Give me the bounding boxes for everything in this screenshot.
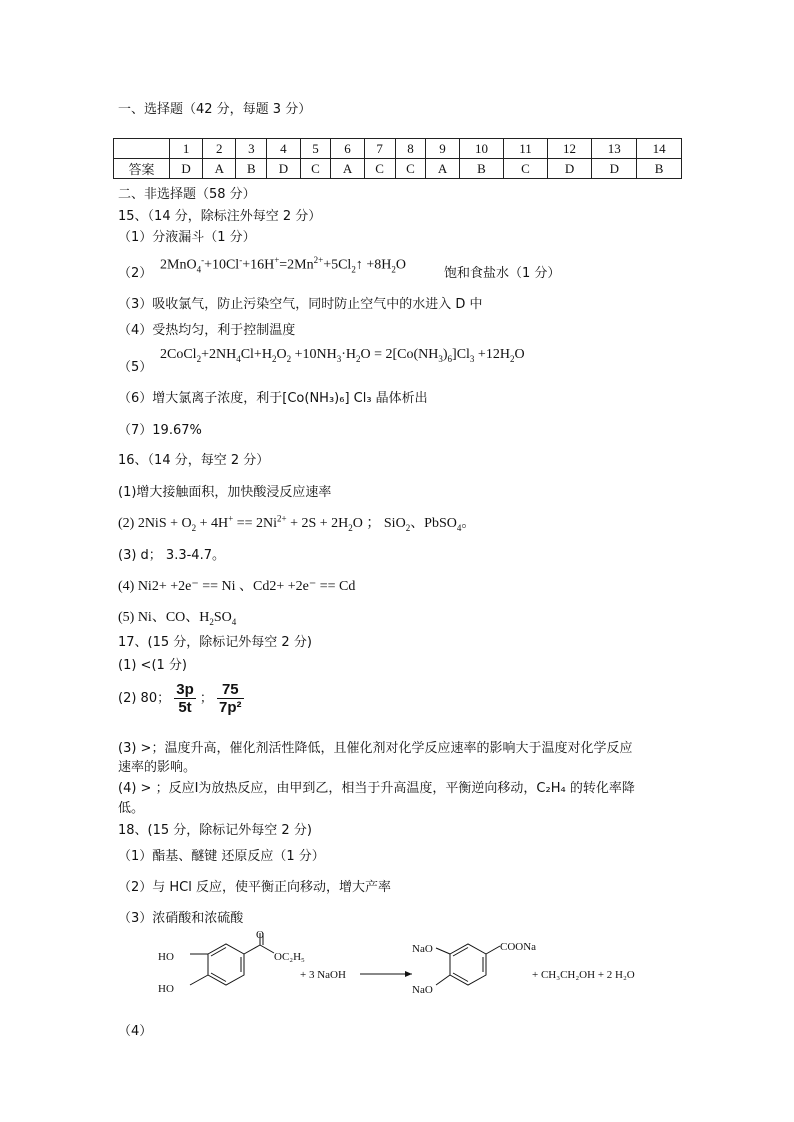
answer-cell: D — [592, 159, 637, 179]
reagent-naoh: + 3 NaOH — [300, 969, 346, 981]
q17-separator: ； — [199, 691, 213, 706]
question-number-cell: 4 — [267, 139, 300, 159]
reactant-ho-bottom: HO — [158, 983, 174, 995]
question-number-cell: 12 — [547, 139, 592, 159]
q16-answer-2: (2) $2NiS + O_2 + 4H^+ == 2Ni^{2+} + 2S + 2H_2O$ ； SiO$_2$、PbSO$_4$。 — [118, 513, 476, 533]
q15-answer-2-note: 饱和食盐水（1 分） — [444, 266, 561, 281]
fraction-2 — [217, 681, 244, 716]
question-number-cell: 11 — [504, 139, 547, 159]
question-number-cell: 10 — [459, 139, 504, 159]
product-coona: COONa — [500, 941, 537, 953]
q18-answer-2: （2）与 HCl 反应，使平衡正向移动，增大产率 — [118, 880, 392, 895]
q15-answer-1: （1）分液漏斗（1 分） — [118, 230, 256, 245]
q16-answer-5: (5) Ni、CO、$H_2SO_4$ — [118, 610, 237, 627]
reaction-scheme — [150, 928, 660, 1008]
q17-answer-1: (1) <(1 分) — [118, 658, 187, 673]
answer-cell: A — [203, 159, 236, 179]
fraction-2-denominator: 7p² — [219, 699, 242, 716]
answer-cell: D — [547, 159, 592, 179]
answer-cell: D — [267, 159, 300, 179]
q17-answer-2 — [118, 681, 244, 716]
q18-heading: 18、(15 分，除标记外每空 2 分) — [118, 823, 312, 838]
q17-answer-3-line-2: 速率的影响。 — [118, 760, 197, 775]
q15-answer-7: （7）19.67% — [118, 423, 202, 438]
q18-answer-3: （3）浓硝酸和浓硫酸 — [118, 911, 244, 926]
question-number-cell: 2 — [203, 139, 236, 159]
section-title-nonchoice: 二、非选择题（58 分） — [118, 187, 256, 202]
product-nao-top: NaO — [412, 943, 433, 955]
question-number-cell: 5 — [300, 139, 331, 159]
q18-answer-4-label: （4） — [118, 1024, 153, 1039]
q17-answer-4-line-2: 低。 — [118, 801, 145, 816]
reactant-carbonyl-o: O — [256, 929, 264, 941]
q15-answer-3: （3）吸收氯气，防止污染空气，同时防止空气中的水进入 D 中 — [118, 297, 483, 312]
q17-answer-4-line-1: (4) > ；反应I为放热反应，由甲到乙，相当于升高温度，平衡逆向移动，C₂H₄ 的转化率降 — [118, 781, 635, 796]
q18-answer-1: （1）酯基、醚键 还原反应（1 分） — [118, 849, 325, 864]
reaction-arrow-head — [405, 971, 412, 977]
reactant-oc2h5: OC₂H₅ — [274, 951, 305, 963]
question-number-cell: 8 — [395, 139, 426, 159]
q17-answer-2-label: (2) 80； — [118, 691, 171, 706]
answer-cell: C — [395, 159, 426, 179]
question-number-cell: 7 — [364, 139, 395, 159]
header-blank-cell — [114, 139, 170, 159]
answer-cell: A — [426, 159, 459, 179]
section-title-choice: 一、选择题（42 分，每题 3 分） — [118, 102, 312, 117]
answer-cell: B — [637, 159, 682, 179]
question-number-cell: 3 — [236, 139, 267, 159]
answer-cell: B — [236, 159, 267, 179]
question-number-cell: 6 — [331, 139, 364, 159]
q16-answer-4: (4) Ni2+ +2e⁻ == Ni 、Cd2+ +2e⁻ == Cd — [118, 579, 356, 594]
answer-cell: A — [331, 159, 364, 179]
fraction-1-numerator: 3p — [176, 681, 194, 698]
question-number-cell: 14 — [637, 139, 682, 159]
q16-answer-1: (1)增大接触面积，加快酸浸反应速率 — [118, 485, 332, 500]
q16-answer-3: (3) d； 3.3-4.7。 — [118, 548, 225, 563]
answer-cell: C — [504, 159, 547, 179]
answer-label-cell: 答案 — [114, 159, 170, 179]
q15-heading: 15、（14 分，除标注外每空 2 分） — [118, 209, 322, 224]
q15-equation-2: $2MnO_4^-+10Cl^-+16H^+=2Mn^{2+}+5Cl_2↑ +8H_2O$ — [160, 255, 406, 275]
q15-answer-4: （4）受热均匀，利于控制温度 — [118, 323, 296, 338]
fraction-2-numerator: 75 — [217, 681, 244, 699]
q17-heading: 17、(15 分，除标记外每空 2 分) — [118, 635, 312, 650]
q15-equation-5: $2CoCl_2+2NH_4Cl+H_2O_2 +10NH_3\cdot H_2O = 2[Co(NH_3)_6]Cl_3 +12H_2O$ — [160, 347, 525, 364]
answer-cell: B — [459, 159, 504, 179]
fraction-1-denominator: 5t — [178, 699, 192, 716]
product-nao-bottom: NaO — [412, 984, 433, 996]
q15-answer-5-label: （5） — [118, 360, 153, 375]
q16-heading: 16、（14 分，每空 2 分） — [118, 453, 270, 468]
answer-cell: C — [364, 159, 395, 179]
reactant-ho-top: HO — [158, 951, 174, 963]
answer-cell: C — [300, 159, 331, 179]
byproducts: + CH₃CH₂OH + 2 H₂O — [532, 969, 635, 981]
fraction-1 — [174, 681, 196, 716]
q15-answer-6: （6）增大氯离子浓度，利于[Co(NH₃)₆] Cl₃ 晶体析出 — [118, 391, 428, 406]
product-benzene-ring — [436, 944, 500, 985]
question-number-cell: 9 — [426, 139, 459, 159]
question-number-cell: 1 — [170, 139, 203, 159]
q17-answer-3-line-1: (3) >；温度升高，催化剂活性降低，且催化剂对化学反应速率的影响大于温度对化学反应 — [118, 741, 633, 756]
answer-table — [113, 138, 682, 179]
answer-cell: D — [170, 159, 203, 179]
question-number-cell: 13 — [592, 139, 637, 159]
q15-answer-2-label: （2） — [118, 266, 153, 281]
